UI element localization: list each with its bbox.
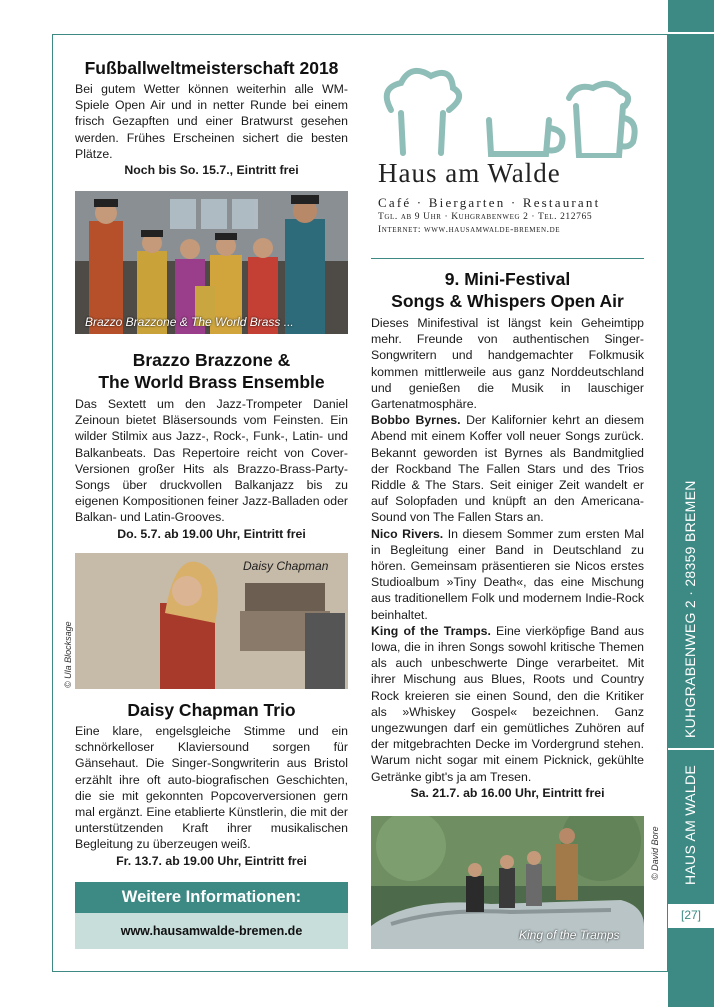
festival-section <box>371 268 644 801</box>
daisy-title: Daisy Chapman Trio <box>127 700 296 720</box>
bobbo-name: Bobbo Byrnes. <box>371 413 461 428</box>
logo-website: Internet: www.hausamwalde-bremen.de <box>378 225 561 235</box>
logo-contact: Tgl. ab 9 Uhr · Kuhgrabenweg 2 · Tel. 212765 <box>378 212 593 222</box>
brazzo-date: Do. 5.7. ab 19.00 Uhr, Eintritt frei <box>117 526 306 541</box>
king-photo <box>371 816 644 949</box>
logo-separator <box>371 258 644 259</box>
festival-date: Sa. 21.7. ab 16.00 Uhr, Eintritt frei <box>410 785 605 800</box>
page-number: [27] <box>668 902 714 928</box>
logo-subtitle: Café · Biergarten · Restaurant <box>378 195 601 210</box>
daisy-section <box>75 699 348 869</box>
daisy-credit: © Ula Blocksage <box>63 621 73 688</box>
brazzo-caption: Brazzo Brazzone & The World Brass ... <box>85 315 294 329</box>
festival-bobbo <box>371 412 644 525</box>
daisy-date: Fr. 13.7. ab 19.00 Uhr, Eintritt frei <box>116 853 307 868</box>
wm-title: Fußballweltmeisterschaft 2018 <box>84 58 339 78</box>
logo-title: Haus am Walde <box>378 158 561 188</box>
king-caption: King of the Tramps <box>519 928 620 942</box>
logo-illustration <box>371 58 644 158</box>
brazzo-section <box>75 349 348 542</box>
daisy-photo <box>75 553 348 689</box>
sidebar-divider <box>668 748 714 750</box>
nico-text: In diesem Sommer zum ersten Mal in Begleitung einer Band in Deutschland zu hören. Gemeinsam präsentieren sie Nicos erstes Studioalbum »Tiny Death«, das eine Mischung aus traditionellem Folk und modernem Indie-Rock beinhaltet. <box>371 526 644 622</box>
info-heading: Weitere Informationen: <box>75 882 348 913</box>
sidebar-divider <box>668 32 714 34</box>
king-text: Eine vierköpfige Band aus Iowa, die in ihren Songs sowohl kritische Themen als auch unbeschwerte Dinge verarbeitet. Mit ihrer Mischung aus Blues, Roots und Country Rock kreieren sie einen Sound, den die Kritiker als »Whiskey Gospel« bezeichnen. Ganz ungezwungen darf ein gemütliches Zuhören auf der mitgebrachten Decke im Vordergrund stehen. Warum nicht sogar mit einem Picknick, gekühlte Getränke gibt's ja am Tresen. <box>371 623 644 784</box>
sidebar-venue: HAUS AM WALDE <box>682 764 698 885</box>
festival-title-line2: Songs & Whispers Open Air <box>391 291 624 311</box>
brazzo-title-line2: The World Brass Ensemble <box>98 372 325 392</box>
sidebar-address: KUHGRABENWEG 2 · 28359 BREMEN <box>682 480 698 738</box>
wm-date: Noch bis So. 15.7., Eintritt frei <box>124 163 299 178</box>
brazzo-body: Das Sextett um den Jazz-Trompeter Daniel Zeinoun bietet Bläsersounds vom Feinsten. Ein wilder Stilmix aus Jazz-, Rock-, Funk-, Latin- und Balkanbeats. Das Repertoire reicht von Cover-Versionen großer Hits als Brazzo-Brass-Party-Songs über druckvollen Balkanjazz bis zu eigenen Kompositionen feiner Jazz-Balladen oder Balkan- und Latin-Grooves. <box>75 397 348 525</box>
wm-section <box>75 57 348 178</box>
festival-title-line1: 9. Mini-Festival <box>444 269 571 289</box>
daisy-body: Eine klare, engelsgleiche Stimme und ein schnörkelloser Klaviersound sorgen für Gänsehaut. Die Singer-Songwriterin aus Bristol erzählt ihre oft auto-biografischen Geschichten, die sie mit gekonnten Popcoverversionen gern mal ergänzt. Eine etablierte Künstlerin, die mit der unterstützenden Kraft ihrer musikalischen Begleitung zu überzeugen weiß. <box>75 724 348 852</box>
bobbo-text: Der Kalifornier kehrt an diesem Abend mit einem Koffer voll neuer Songs zurück. Bekannt geworden ist Byrnes als Bandmitglied der Rockband The Fallen Stars und des Trios Riddle & The Stars. Seit einiger Zeit wandelt er auf Solopfaden und knüpft an den Americana-Sound von The Fallen Stars an. <box>371 413 644 525</box>
brazzo-title-line1: Brazzo Brazzone & <box>132 350 291 370</box>
king-name: King of the Tramps. <box>371 623 491 638</box>
nico-name: Nico Rivers. <box>371 526 444 541</box>
wm-body: Bei gutem Wetter können weiterhin alle WM-Spiele Open Air und in netter Runde bei einem frisch Gezapften und einer Bratwurst gesehen werden. Frühes Erscheinen sichert die besten Plätze. <box>75 82 348 161</box>
king-credit: © David Bore <box>650 826 660 880</box>
brazzo-photo <box>75 191 348 334</box>
info-url-link[interactable]: www.hausamwalde-bremen.de <box>75 913 348 949</box>
festival-king <box>371 623 644 785</box>
festival-nico <box>371 526 644 623</box>
daisy-caption: Daisy Chapman <box>243 559 329 573</box>
festival-intro: Dieses Minifestival ist längst kein Geheimtipp mehr. Freunde von authentischen Singer-Songwritern und handgemachter Folkmusik kommen mittlerweile aus ganz Norddeutschland und genießen die Musik in lauschiger Gartenatmosphäre. <box>371 316 644 412</box>
